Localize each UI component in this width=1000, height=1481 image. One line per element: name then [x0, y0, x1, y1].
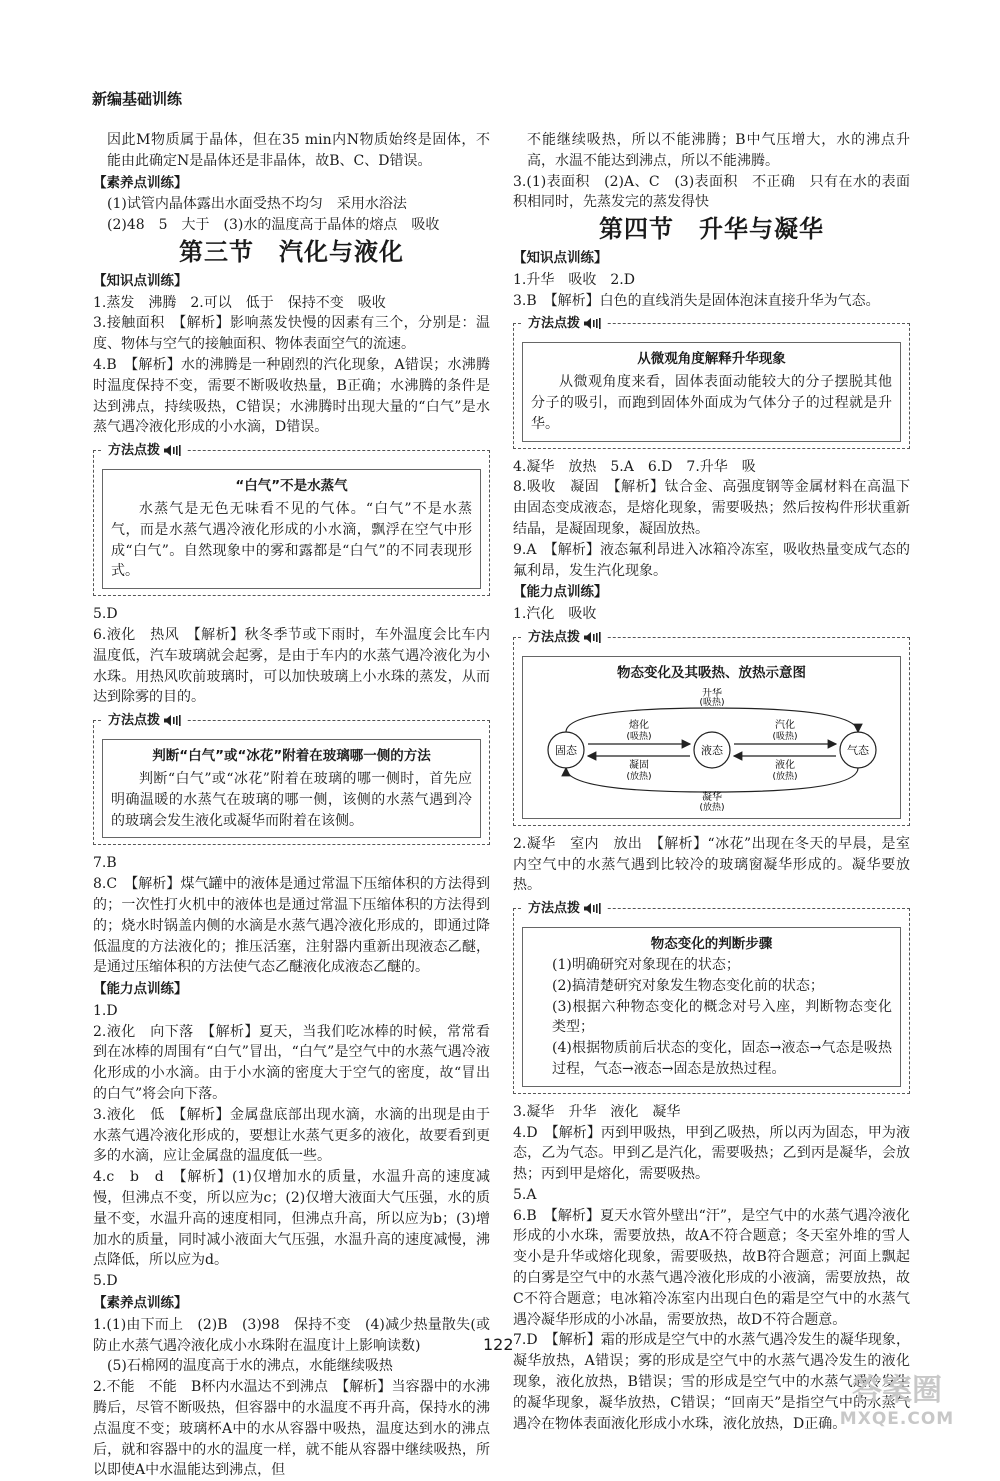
speaker-icon [583, 902, 601, 915]
method-tip-content [102, 469, 481, 589]
vaporization-note: (吸热) [771, 731, 798, 742]
vaporization-label: 汽化 [774, 719, 795, 731]
section-label: 【素养点训练】 [93, 174, 188, 191]
method-tip-step: (1)明确研究对象现在的状态； [552, 956, 740, 973]
method-tip-text: 从微观角度来看，固体表面动能较大的分子摆脱其他分子的吸引，而跑到固体外面成为气体分子的过程就是升华。 [531, 374, 892, 432]
method-tip-title: 物态变化及其吸热、放热示意图 [617, 664, 806, 681]
state-change-diagram [532, 688, 892, 812]
answer-text: 6.B 【解析】夏天水管外壁出“汗”，是空气中的水蒸气遇冷液化形成的小水珠，需要放热，故A不符合题意；冬天室外堆的雪人变小是升华或熔化现象，需要吸热，故B符合题意；河面上飘起的白雾是空气中的水蒸气遇冷液化形成的小液滴，需要放热，故C不符合题意；电冰箱冷冻室内出现白色的霜是空气中的水蒸气遇冷凝华形成的小冰晶，需要放热，故D不符合题意。 [513, 1207, 910, 1328]
freezing-note: (放热) [625, 771, 652, 782]
deposition-label: 凝华 [701, 791, 722, 803]
answer-text: 1.升华 吸收 2.D [513, 271, 635, 288]
answer-text: 8.吸收 凝固 【解析】钛合金、高强度钢等金属材料在高温下由固态变成液态，是熔化现象，需要吸热；然后按构件形状重新结晶，是凝固现象，凝固放热。 [513, 479, 910, 537]
deposition-note: (放热) [698, 802, 725, 812]
liquid-label: 液态 [700, 743, 723, 757]
answer-text: 5.D [93, 606, 118, 623]
answer-text: 2.不能 不能 B杯内水温达不到沸点 【解析】当容器中的水沸腾后，尽管不断吸热，但容器中的水温度不再升高，保持水的沸点温度不变；玻璃杯A中的水从容器中吸热，温度达到水的沸点后，就和容器中的水的温度一样，就不能从容器中继续吸热，所以即使A中水温能达到沸点，但 [93, 1379, 490, 1479]
method-tip-content [522, 342, 901, 441]
answer-text: 1.D [93, 1002, 118, 1019]
method-tip-content [522, 656, 901, 819]
solid-label: 固态 [554, 743, 577, 757]
method-tip-content [522, 927, 901, 1087]
section-label: 【素养点训练】 [93, 1295, 188, 1312]
section-label: 【能力点训练】 [513, 584, 608, 601]
speaker-icon [583, 631, 601, 644]
method-tip-label: 方法点拨 [522, 899, 607, 920]
answer-text: 4.D 【解析】丙到甲吸热，甲到乙吸热，所以丙为固态，甲为液态，乙为气态。甲到乙是汽化，需要吸热；乙到丙是凝华，会放热；丙到甲是熔化，需要吸热。 [513, 1124, 910, 1183]
answer-text: 1.汽化 吸收 [513, 606, 597, 623]
answer-text: 9.A 【解析】液态氟利昂进入冰箱冷冻室，吸收热量变成气态的氟利昂，发生汽化现象。 [513, 541, 910, 579]
watermark-url: MXQE.COM [839, 1409, 955, 1429]
method-tip-title: 物态变化的判断步骤 [650, 936, 773, 953]
method-tip-text: 水蒸气是无色无味看不见的气体。“白气”不是水蒸气，而是水蒸气遇冷液化形成的小水滴，飘浮在空气中形成“白气”。自然现象中的雾和露都是“白气”的不同表现形式。 [111, 500, 472, 580]
gas-label: 气态 [846, 743, 869, 757]
speaker-icon [583, 317, 601, 330]
watermark-text: 答案圈 [852, 1373, 942, 1408]
method-tip-title: 判断“白气”或“冰花”附着在玻璃哪一侧的方法 [152, 748, 431, 765]
section-label: 【知识点训练】 [513, 249, 608, 266]
freezing-label: 凝固 [628, 759, 649, 771]
method-tip-box [513, 629, 910, 826]
answer-text: 7.B [93, 855, 117, 872]
melting-note: (吸热) [625, 731, 652, 742]
liquefaction-note: (放热) [771, 771, 798, 782]
method-tip-box [93, 443, 490, 596]
answer-text: 5.A [513, 1186, 537, 1203]
answer-text: 8.C 【解析】煤气罐中的液体是通过常温下压缩体积的方法得到的；一次性打火机中的液体也是通过常温下压缩体积的方法得到的；烧水时锅盖内侧的水滴是水蒸气遇冷液化形成的，即通过降低温度的方法液化的；推压活塞，注射器内重新出现液态乙醚，是通过压缩体积的方法使气态乙醚液化成液态乙醚的。 [93, 876, 490, 976]
answer-text: 5.D [93, 1273, 118, 1290]
method-tip-step: (3)根据六种物态变化的概念对号入座，判断物态变化类型； [552, 998, 892, 1036]
method-tip-box [513, 901, 910, 1094]
method-tip-label: 方法点拨 [522, 314, 607, 335]
answer-text: 6.液化 热风 【解析】秋冬季节或下雨时，车外温度会比车内温度低，汽车玻璃就会起雾，是由于车内的水蒸气遇冷液化为小水珠。用热风吹前玻璃时，可以加快玻璃上小水珠的蒸发，从而达到除雾的目的。 [93, 626, 490, 706]
sublimation-label: 升华 [701, 687, 722, 699]
answer-text: 1.蒸发 沸腾 2.可以 低于 保持不变 吸收 [93, 294, 386, 311]
left-column [93, 130, 490, 1481]
answer-text: 3.液化 低 【解析】金属盘底部出现水滴，水滴的出现是由于水蒸气遇冷液化形成的，要想让水蒸气更多的液化，故要看到更多的水滴，应让金属盘的温度低一些。 [93, 1106, 490, 1165]
answer-text: 3.B 【解析】白色的直线消失是固体泡沫直接升华为气态。 [513, 292, 880, 309]
answer-text: (2)48 5 大于 (3)水的温度高于晶体的熔点 吸收 [107, 217, 440, 234]
method-tip-label: 方法点拨 [102, 711, 187, 732]
answer-text: 3.凝华 升华 液化 凝华 [513, 1103, 681, 1120]
answer-text: 4.凝华 放热 5.A 6.D 7.升华 吸 [513, 458, 756, 475]
speaker-icon [163, 444, 181, 457]
melting-label: 熔化 [628, 719, 649, 731]
method-tip-step: (4)根据物质前后状态的变化，固态→液态→气态是吸热过程，气态→液态→固态是放热过程。 [552, 1040, 892, 1077]
page-number: 122 [483, 1335, 514, 1354]
section-label: 【知识点训练】 [93, 272, 188, 289]
speaker-icon [163, 714, 181, 727]
running-header: 新编基础训练 [92, 90, 183, 108]
method-tip-label: 方法点拨 [522, 628, 607, 649]
answer-text: 4.c b d 【解析】(1)仅增加水的质量，水温升高的速度减慢，但沸点不变，所以应为c；(2)仅增大液面大气压强，水的质量不变，水温升高的速度相同，但沸点升高，所以应为b；(3)增加水的质量，同时减小液面大气压强，水温升高的速度减慢，沸点降低，所以应为d。 [93, 1169, 490, 1269]
method-tip-text: 判断“白气”或“冰花”附着在玻璃的哪一侧时，首先应明确温暖的水蒸气在玻璃的哪一侧，该侧的水蒸气遇到冷的玻璃会发生液化或凝华而附着在该侧。 [111, 770, 472, 829]
method-tip-title: 从微观角度解释升华现象 [637, 351, 786, 368]
answer-text: 1.(1)由下而上 (2)B (3)98 保持不变 (4)减少热量散失(或防止水蒸气遇冷液化成小水珠附在温度计上影响读数) [93, 1316, 490, 1354]
answer-text: 因此M物质属于晶体，但在35 min内N物质始终是固体，不能由此确定N是晶体还是非晶体，故B、C、D错误。 [107, 132, 490, 169]
answer-text: 7.D 【解析】霜的形成是空气中的水蒸气遇冷发生的凝华现象，凝华放热，A错误；雾的形成是空气中的水蒸气遇冷发生的液化现象，液化放热，B错误；雪的形成是空气中的水蒸气遇冷发生的凝华现象，凝华放热，C错误；“回南天”是指空气中的水蒸气遇冷在物体表面液化形成小水珠，液化放热，D正确。 [513, 1332, 910, 1432]
sublimation-arrow [566, 708, 858, 732]
method-tip-box [93, 713, 490, 845]
answer-text: 3.接触面积 【解析】影响蒸发快慢的因素有三个，分别是：温度、物体与空气的接触面积、物体表面空气的流速。 [93, 315, 490, 353]
method-tip-box [513, 316, 910, 448]
liquefaction-label: 液化 [774, 759, 795, 771]
section-label: 【能力点训练】 [93, 981, 188, 998]
answer-text: 2.凝华 室内 放出 【解析】“冰花”出现在冬天的早晨，是室内空气中的水蒸气遇到比较冷的玻璃窗凝华形成的。凝华要放热。 [513, 835, 910, 894]
answer-text: 2.液化 向下落 【解析】夏天，当我们吃冰棒的时候，常常看到在冰棒的周围有“白气”冒出，“白气”是空气中的水蒸气遇冷液化形成的小水滴。由于小水滴的密度大于空气的密度，故“冒出的白气”将会向下落。 [93, 1023, 490, 1103]
answer-text: (1)试管内晶体露出水面受热不均匀 采用水浴法 [107, 196, 407, 213]
answer-text: 4.B 【解析】水的沸腾是一种剧烈的汽化现象，A错误；水沸腾时温度保持不变，需要不断吸收热量，B正确；水沸腾的条件是达到沸点，持续吸热，C错误；水沸腾时出现大量的“白气”是水蒸气遇冷液化形成的小水滴，D错误。 [93, 356, 490, 436]
right-column [513, 130, 910, 1434]
method-tip-content [102, 739, 481, 838]
method-tip-step: (2)搞清楚研究对象发生物态变化前的状态； [552, 977, 824, 994]
answer-text: 3.(1)表面积 (2)A、C (3)表面积 不正确 只有在水的表面积相同时，先蒸发完的蒸发得快 [513, 173, 910, 211]
section-title: 第三节 汽化与液化 [179, 237, 404, 266]
deposition-arrow [566, 768, 858, 792]
method-tip-title: “白气”不是水蒸气 [235, 478, 348, 495]
method-tip-label: 方法点拨 [102, 441, 187, 462]
answer-text: (5)石棉网的温度高于水的沸点，水能继续吸热 [107, 1358, 393, 1375]
answer-text: 不能继续吸热，所以不能沸腾；B中气压增大，水的沸点升高，水温不能达到沸点，所以不能沸腾。 [527, 132, 910, 169]
sublimation-note: (吸热) [698, 697, 725, 708]
section-title: 第四节 升华与凝华 [599, 215, 824, 244]
watermark-logo [812, 1365, 982, 1437]
